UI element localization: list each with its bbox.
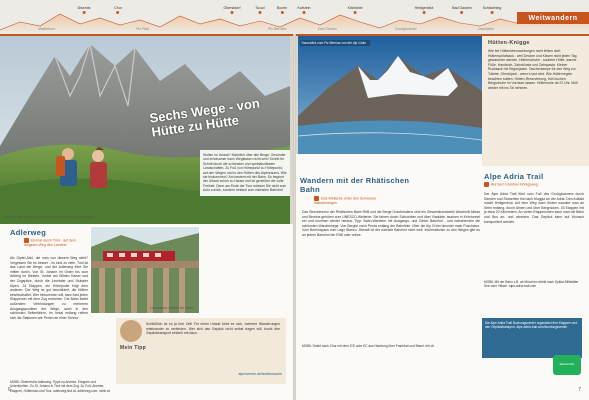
elevation-profile — [0, 0, 589, 34]
tip-box — [116, 318, 286, 384]
adlerweg-info: MOBIL Österreichs Adlerweg: Tipps zu Anreise, Etappen und Unterkünften. Zu St. Johann in Tirol mit dem Zug. Zu Fuß: Anreise, Etappen, Hüttenbau und Tour. adlerweg.tirol.at, adlerweg.com, oebb.at — [10, 380, 110, 393]
glacier-lake-illustration — [298, 36, 482, 154]
profile-stop: Scuol — [256, 6, 265, 14]
page-number-left: 6 — [8, 387, 11, 393]
profile-stop: Disentis — [78, 6, 91, 14]
bahn-info: MOBIL Direkt nach Chur mit dem ICE oder EC aus Hamburg über Frankfurt und Basel. rhb.ch — [302, 344, 435, 348]
profile-region: Dachstein — [478, 27, 494, 31]
adlerweg-subhead: Einmal durch Tirol - auf dem längsten Weg des Landes! — [24, 238, 76, 247]
viaduct-illustration — [91, 227, 199, 313]
alpe-heading: Alpe Adria Trail — [484, 172, 544, 181]
wanderbar-badge: Wanderbar — [553, 355, 581, 375]
photo-right-caption: Traumblick zum Piz Bernina von der Alp Grüm — [300, 40, 370, 46]
gutter — [293, 34, 296, 400]
alpe-subhead: Auf dem Kärntner Königsweg — [484, 182, 584, 187]
hero-caption: Blick auf dem Adlerweg unter der Goldkrone des Kaisergebirges — [4, 215, 95, 219]
pin-icon — [484, 182, 489, 187]
profile-stop: Chur — [114, 6, 122, 14]
alpe-body: Der Alpe Adria Trail führt vom Fuß des Großglockners durch Kärnten und Slowenien bis nach Muggia an der Adria. Den Auftakt macht Heiligenblut. Auf dem Weg nach Süden wandert man an Seen entlang, durch Almen und über Bergrücken. 43 Etappen mit je etwa 20 Kilometern. An vielen Etappenorten kann man mit Bahn und Bus an- und abreisen. Das Gepäck kann auf Wunsch transportiert werden. — [484, 192, 584, 224]
profile-stop: Kitzbühel — [348, 6, 363, 14]
adlerweg-heading: Adlerweg — [10, 228, 47, 237]
tip-body: Schließlich ist es ja Ihre Zeit! Für einen Urlaub lohnt es sich, mehrere Wanderungen miteinander zu verbinden. Wer sich das Gepäck nicht selbst tragen will, bucht den Gepäcktransport einfach mit dazu. — [146, 322, 280, 336]
tip-link[interactable]: alpenverein.de/huettensuche — [238, 372, 282, 376]
adlerweg-body: Als Gipfel-Zahl, die man von diesem Weg sieht? Vergessen Sie es besser - es sind zu viele. Tirol ist das Land der Berge, und der Adlerweg führt Sie mitten durch. Von St. Johann im Osten bis zum Arlberg im Westen. Vorbei am Wilden Kaiser und der Zugspitze, durch die Lechtaler und Stubaier Alpen. 24 Etappen, ein Höhepunkt folgt dem anderen. Der Weg ist gut beschildert, die Hütten bewirtschaftet. Wer hinkommen will, kann fast jeden Etappenort mit dem Zug erreichen. Die Bahn bietet außerdem Verbindungen zu mehreren Ausgangspunkten der Wege, auch in den schönsten Seitentälern. Im Inntal entlang reihen sich die Stationen wie Perlen an einer Schnur. — [10, 256, 88, 320]
profile-region: Matterhorn — [38, 27, 56, 31]
train-viaduct-photo — [90, 226, 200, 314]
huetten-knigge-box — [482, 36, 589, 166]
train-caption: Landwasser-Viadukt bei Filisur — [150, 306, 194, 310]
profile-region: Piz Palü — [136, 27, 150, 31]
profile-stop: Schladming — [483, 6, 502, 14]
mountain-hikers-illustration — [0, 36, 290, 224]
profile-stop: Kufstein — [298, 6, 311, 14]
profile-region: Drei Zinnen — [318, 27, 337, 31]
tip-heading: Mein Tipp — [120, 345, 146, 351]
intro-text: Wollen im Urlaub? Natürlich über alle Berge: Gesünder und erholsamer kann Weglassen nicht sein! Schritt für Schritt durch die schönsten und spektakulärsten Landschaften. Zu Fuß von Höhepunkt zu Höhepunkt, auf den Wegen und in den Hütten des Alpenraums. Wie sie hinkommen? Am bestem mit der Bahn. So beginnt der Urlaub schon zu Hause und ist genießen die volle Freiheit. Denn am Ende der Tour müssen Sie nicht zum Auto zurück, sondern einfach zum nächsten Bahnhof. — [200, 150, 290, 196]
sidebar-body: Wie bei Hüttenübernachtungen nicht fehlen darf: Hüttenschlafsack - weil Decken und Kissen nicht jeden Tag gewaschen werden. Hüttenschuhe - saubere Hütte, warme Füße. Handtuch, Zahnbürste und Zahnpasta. Kleiner Rucksack mit Regenjacke. Taschenlampe für den Weg zur Toilette. Ohrstöpsel - wenn's laut wird. Wie Hüttenregeln beachten sollten: Hütten-Reservierung, früh buchen. Bergschuhe im Vorraum lassen. Hüttenruhe ab 22 Uhr. Müll wieder mit ins Tal nehmen. — [488, 49, 578, 90]
author-avatar — [120, 320, 142, 342]
hero-title: Sechs Wege - von Hütte zu Hütte — [148, 95, 261, 140]
profile-stop: Heiligenblut — [415, 6, 434, 14]
bahn-body: Das Streckennetz der Rhätischen Bahn RhB und die Berge Graubündens sind ein Gesamtkunstwerk! Abschnitt Albula und Bernina gehören zum UNESCO-Welterbe. Sie fahren durch Schluchten und über Viadukte, tauchen in Kehrtunnel ein und kommen wieder heraus. Tipp: Bahn-Wandern mit Ausgangs- und Zielort Bahnhof - und zwischendrin die schönsten Wanderwege. Von Bergün nach Preda entlang der Bahnlinie. Über die Alp Grüm hinunter nach Poschiavo. Vom Berninapass zum Lago Bianco. Überall ist der nächste Bahnhof nicht weit. Informationen zu den Wegen gibt es an jedem Bahnhof der RhB oder online. — [302, 210, 480, 237]
page-number-right: 7 — [578, 387, 581, 393]
bahn-subhead: Das Welterbe unter den Schweizer Wanderwegen — [314, 196, 377, 205]
alpe-info: MOBIL Mit der Bahn z.B. ab München direkt nach Spittal-Millstätter See oder Villach. alpe-adria-trail.com — [484, 280, 579, 289]
bahn-heading: Wandern mit der Rhätischen Bahn — [300, 176, 410, 194]
profile-stop: Oberstdorf — [224, 6, 241, 14]
sidebar-heading: Hütten-Knigge — [488, 40, 530, 46]
profile-region: Piz Bernina — [268, 27, 287, 31]
profile-stop: Bad Gastein — [452, 6, 472, 14]
section-tab: Weitwandern — [517, 12, 589, 24]
hero-photo-hikers — [0, 36, 290, 224]
profile-region: Großglockner — [395, 27, 417, 31]
hero-photo-glacier — [298, 36, 482, 154]
profile-stop: Bozen — [277, 6, 287, 14]
booking-info-box: Die Alpe Adria Trail Buchungscenter organisiert Ihre Etappen und den Gepäcktransport. alpe-adria-trail.com/buchungscenter — [482, 318, 582, 358]
